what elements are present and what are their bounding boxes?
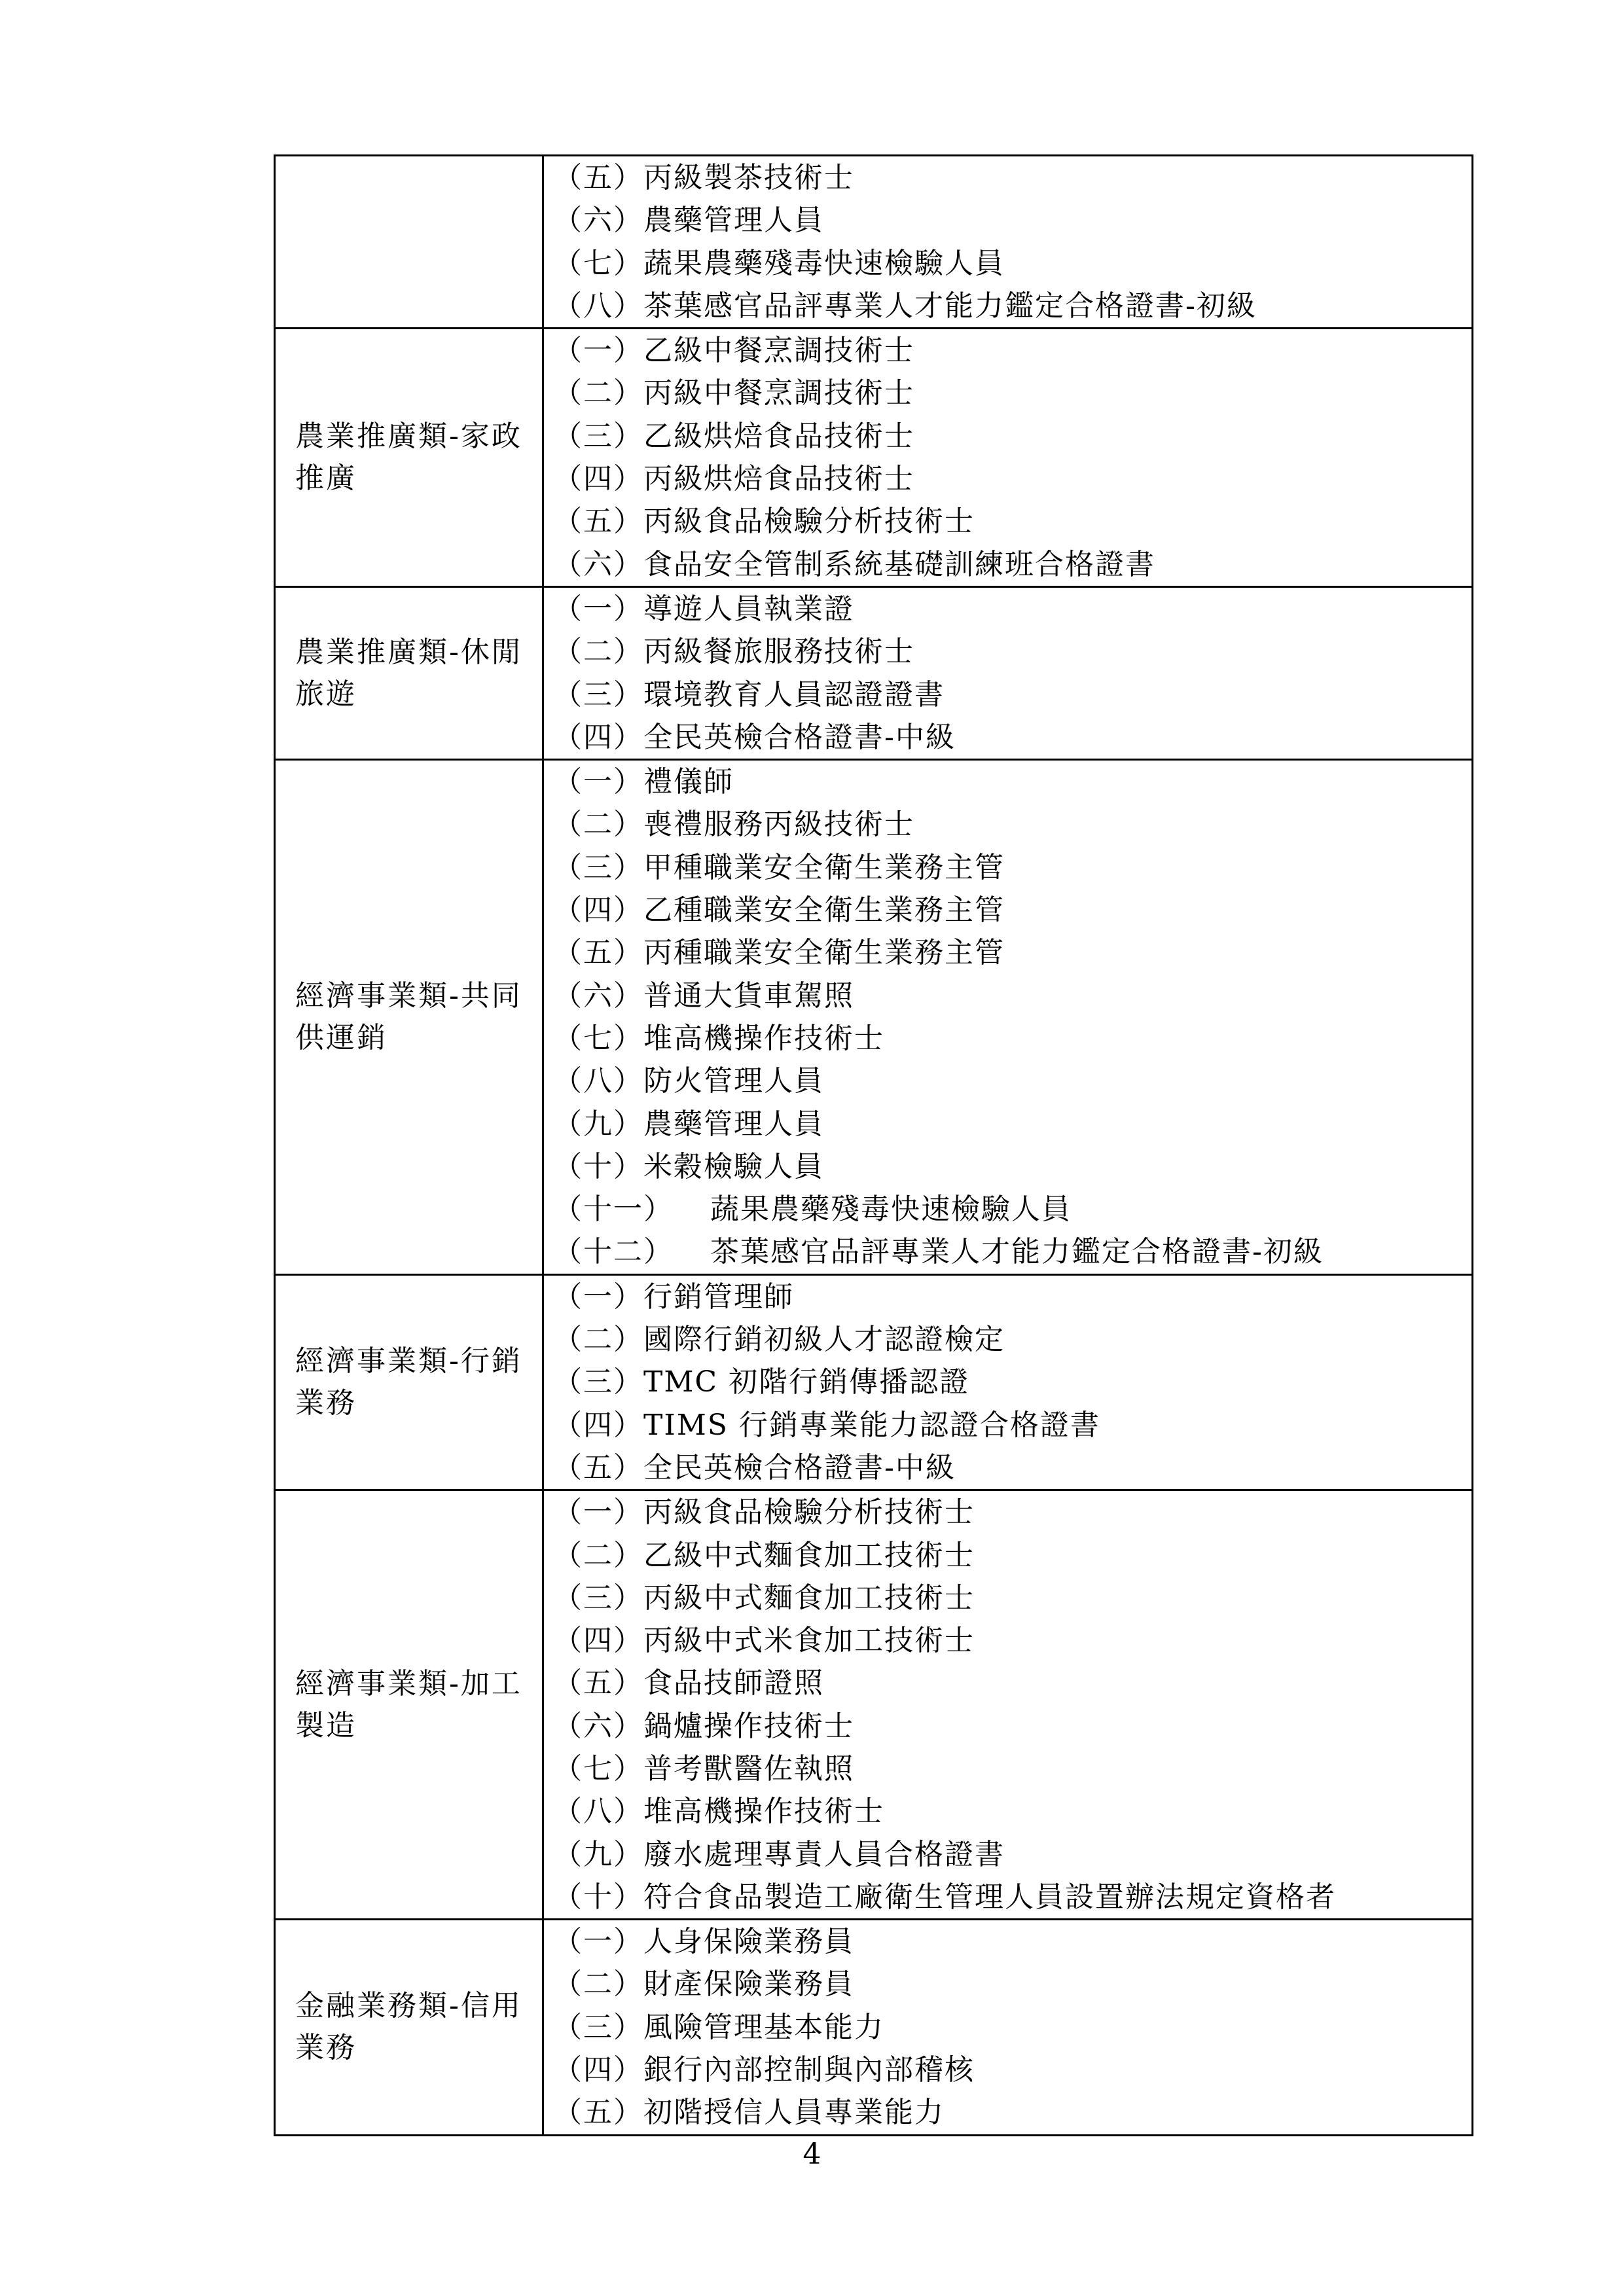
item-text: 丙級中式麵食加工技術士 — [643, 1581, 975, 1615]
item-number: （一） — [553, 1280, 643, 1314]
item-text: 鍋爐操作技術士 — [643, 1709, 854, 1743]
item-text: 農藥管理人員 — [643, 204, 824, 238]
item-number: （三） — [553, 1581, 643, 1615]
item-text: 蔬果農藥殘毒快速檢驗人員 — [710, 1193, 1072, 1227]
certificate-item — [553, 1060, 1465, 1102]
certificate-item — [553, 803, 1465, 846]
certificate-list-cell — [543, 760, 1473, 1275]
item-number: （二） — [553, 808, 643, 842]
item-number: （三） — [553, 850, 643, 884]
item-text: 環境教育人員認證證書 — [643, 677, 945, 711]
item-text: 銀行內部控制與內部稽核 — [643, 2053, 975, 2087]
certificate-item — [553, 1790, 1465, 1833]
category-cell: 經濟事業類-共同供運銷 — [275, 760, 543, 1275]
certificate-item — [553, 1188, 1465, 1230]
certificate-item — [553, 543, 1465, 586]
item-text: 防火管理人員 — [643, 1064, 824, 1098]
item-number: （三） — [553, 1365, 643, 1399]
item-number: （二） — [553, 1323, 643, 1357]
item-number: （二） — [553, 376, 643, 410]
certificate-item — [553, 1748, 1465, 1790]
certificate-item — [553, 588, 1465, 630]
item-number: （九） — [553, 1837, 643, 1871]
item-number: （五） — [553, 1666, 643, 1700]
item-number: （三） — [553, 2010, 643, 2044]
item-number: （三） — [553, 419, 643, 453]
item-number: （八） — [553, 1795, 643, 1829]
item-number: （五） — [553, 936, 643, 970]
item-text: 廢水處理專責人員合格證書 — [643, 1837, 1005, 1871]
certificate-list-cell — [543, 1920, 1473, 2135]
item-text: 食品技師證照 — [643, 1666, 824, 1700]
certificate-item — [553, 1361, 1465, 1403]
item-text: 導遊人員執業證 — [643, 592, 854, 626]
item-text: 財產保險業務員 — [643, 1967, 854, 2001]
item-number: （六） — [553, 547, 643, 581]
item-number: （五） — [553, 1450, 643, 1484]
item-text: 乙級中餐烹調技術士 — [643, 334, 914, 368]
item-number: （三） — [553, 677, 643, 711]
item-text: TIMS 行銷專業能力認證合格證書 — [643, 1408, 1100, 1442]
item-text: 喪禮服務丙級技術士 — [643, 808, 914, 842]
table-row — [275, 329, 1473, 587]
certificate-item — [553, 761, 1465, 803]
item-number: （十） — [553, 1149, 643, 1183]
item-number: （六） — [553, 978, 643, 1013]
item-number: （八） — [553, 289, 643, 323]
item-number: （四） — [553, 893, 643, 927]
certificate-item — [553, 1276, 1465, 1318]
category-cell: 農業推廣類-休閒旅遊 — [275, 586, 543, 759]
certification-table-body — [275, 156, 1473, 2136]
item-number: （四） — [553, 1624, 643, 1658]
item-text: 丙級製茶技術士 — [643, 161, 854, 194]
item-text: 丙級餐旅服務技術士 — [643, 635, 914, 669]
item-text: 茶葉感官品評專業人才能力鑑定合格證書-初級 — [643, 289, 1257, 323]
certificate-item — [553, 285, 1465, 327]
item-number: （七） — [553, 1021, 643, 1055]
certificate-item — [553, 156, 1465, 199]
item-number: （一） — [553, 592, 643, 626]
table-row — [275, 760, 1473, 1275]
certificate-item — [553, 889, 1465, 931]
certificate-item — [553, 1963, 1465, 2005]
item-text: 全民英檢合格證書-中級 — [643, 1450, 956, 1484]
item-number: （六） — [553, 1709, 643, 1743]
table-row — [275, 586, 1473, 759]
certificate-item — [553, 457, 1465, 500]
certificate-item — [553, 1491, 1465, 1534]
item-text: 乙級烘焙食品技術士 — [643, 419, 914, 453]
certificate-list-cell — [543, 1490, 1473, 1920]
item-number: （十） — [553, 1880, 643, 1914]
item-number: （四） — [553, 1408, 643, 1442]
category-cell — [275, 156, 543, 329]
item-number: （五） — [553, 2096, 643, 2130]
item-text: 丙級食品檢驗分析技術士 — [643, 1496, 975, 1530]
certificate-item — [553, 716, 1465, 759]
item-text: 食品安全管制系統基礎訓練班合格證書 — [643, 547, 1155, 581]
item-number: （七） — [553, 1751, 643, 1785]
certificate-list-cell — [543, 329, 1473, 587]
item-text: 蔬果農藥殘毒快速檢驗人員 — [643, 246, 1005, 280]
certificate-item — [553, 1404, 1465, 1446]
item-number: （十一） — [553, 1193, 674, 1227]
table-row — [275, 1274, 1473, 1490]
item-text: 丙級中餐烹調技術士 — [643, 376, 914, 410]
certification-table — [274, 154, 1473, 2136]
certificate-item — [553, 1318, 1465, 1361]
certificate-item — [553, 199, 1465, 242]
item-number: （五） — [553, 505, 643, 539]
certificate-list-cell — [543, 156, 1473, 329]
certificate-item — [553, 1534, 1465, 1577]
item-text: 農藥管理人員 — [643, 1107, 824, 1141]
item-text: 普通大貨車駕照 — [643, 978, 854, 1013]
certificate-item — [553, 1103, 1465, 1145]
item-number: （七） — [553, 246, 643, 280]
item-text: 丙級食品檢驗分析技術士 — [643, 505, 975, 539]
item-text: 甲種職業安全衛生業務主管 — [643, 850, 1005, 884]
item-text: 符合食品製造工廠衛生管理人員設置辦法規定資格者 — [643, 1880, 1336, 1914]
item-number: （一） — [553, 1925, 643, 1959]
item-text: 堆高機操作技術士 — [643, 1795, 884, 1829]
item-number: （四） — [553, 2053, 643, 2087]
item-text: 乙種職業安全衛生業務主管 — [643, 893, 1005, 927]
certificate-item — [553, 1577, 1465, 1619]
category-cell: 農業推廣類-家政推廣 — [275, 329, 543, 587]
certificate-list-cell — [543, 1274, 1473, 1490]
certificate-item — [553, 975, 1465, 1017]
item-text: 全民英檢合格證書-中級 — [643, 720, 956, 754]
item-text: 國際行銷初級人才認證檢定 — [643, 1323, 1005, 1357]
item-text: 初階授信人員專業能力 — [643, 2096, 945, 2130]
certificate-item — [553, 1145, 1465, 1188]
table-row — [275, 1920, 1473, 2135]
certificate-item — [553, 2006, 1465, 2049]
certificate-item — [553, 1619, 1465, 1662]
certificate-item — [553, 630, 1465, 673]
item-number: （二） — [553, 1538, 643, 1572]
certificate-item — [553, 1876, 1465, 1918]
item-number: （九） — [553, 1107, 643, 1141]
certificate-item — [553, 415, 1465, 457]
item-number: （二） — [553, 1967, 643, 2001]
table-row — [275, 1490, 1473, 1920]
item-text: 丙級烘焙食品技術士 — [643, 462, 914, 496]
certificate-item — [553, 2049, 1465, 2091]
item-number: （四） — [553, 720, 643, 754]
certificate-item — [553, 1017, 1465, 1060]
table-row — [275, 156, 1473, 329]
certificate-item — [553, 372, 1465, 414]
item-text: 茶葉感官品評專業人才能力鑑定合格證書-初級 — [710, 1235, 1324, 1269]
certificate-item — [553, 1833, 1465, 1876]
category-cell: 經濟事業類-加工製造 — [275, 1490, 543, 1920]
item-text: 米穀檢驗人員 — [643, 1149, 824, 1183]
certificate-item — [553, 242, 1465, 285]
item-text: 堆高機操作技術士 — [643, 1021, 884, 1055]
category-cell: 經濟事業類-行銷業務 — [275, 1274, 543, 1490]
category-cell: 金融業務類-信用業務 — [275, 1920, 543, 2135]
item-number: （十二） — [553, 1235, 674, 1269]
certificate-item — [553, 329, 1465, 372]
item-number: （八） — [553, 1064, 643, 1098]
item-number: （六） — [553, 204, 643, 238]
item-text: 人身保險業務員 — [643, 1925, 854, 1959]
certificate-item — [553, 846, 1465, 889]
page-number: 4 — [803, 2138, 821, 2171]
item-text: TMC 初階行銷傳播認證 — [643, 1365, 970, 1399]
certificate-item — [553, 673, 1465, 716]
item-text: 乙級中式麵食加工技術士 — [643, 1538, 975, 1572]
item-text: 禮儀師 — [643, 765, 734, 799]
certificate-item — [553, 1446, 1465, 1489]
item-text: 風險管理基本能力 — [643, 2010, 884, 2044]
item-number: （五） — [553, 161, 643, 194]
certificate-item — [553, 1705, 1465, 1748]
certificate-item — [553, 1662, 1465, 1704]
item-text: 行銷管理師 — [643, 1280, 794, 1314]
item-number: （二） — [553, 635, 643, 669]
item-text: 丙種職業安全衛生業務主管 — [643, 936, 1005, 970]
item-number: （一） — [553, 1496, 643, 1530]
certificate-item — [553, 2091, 1465, 2134]
item-number: （一） — [553, 765, 643, 799]
certificate-item — [553, 500, 1465, 543]
item-number: （四） — [553, 462, 643, 496]
certificate-item — [553, 1920, 1465, 1963]
item-text: 普考獸醫佐執照 — [643, 1751, 854, 1785]
certificate-item — [553, 931, 1465, 974]
certificate-item — [553, 1230, 1465, 1273]
item-text: 丙級中式米食加工技術士 — [643, 1624, 975, 1658]
certificate-list-cell — [543, 586, 1473, 759]
item-number: （一） — [553, 334, 643, 368]
